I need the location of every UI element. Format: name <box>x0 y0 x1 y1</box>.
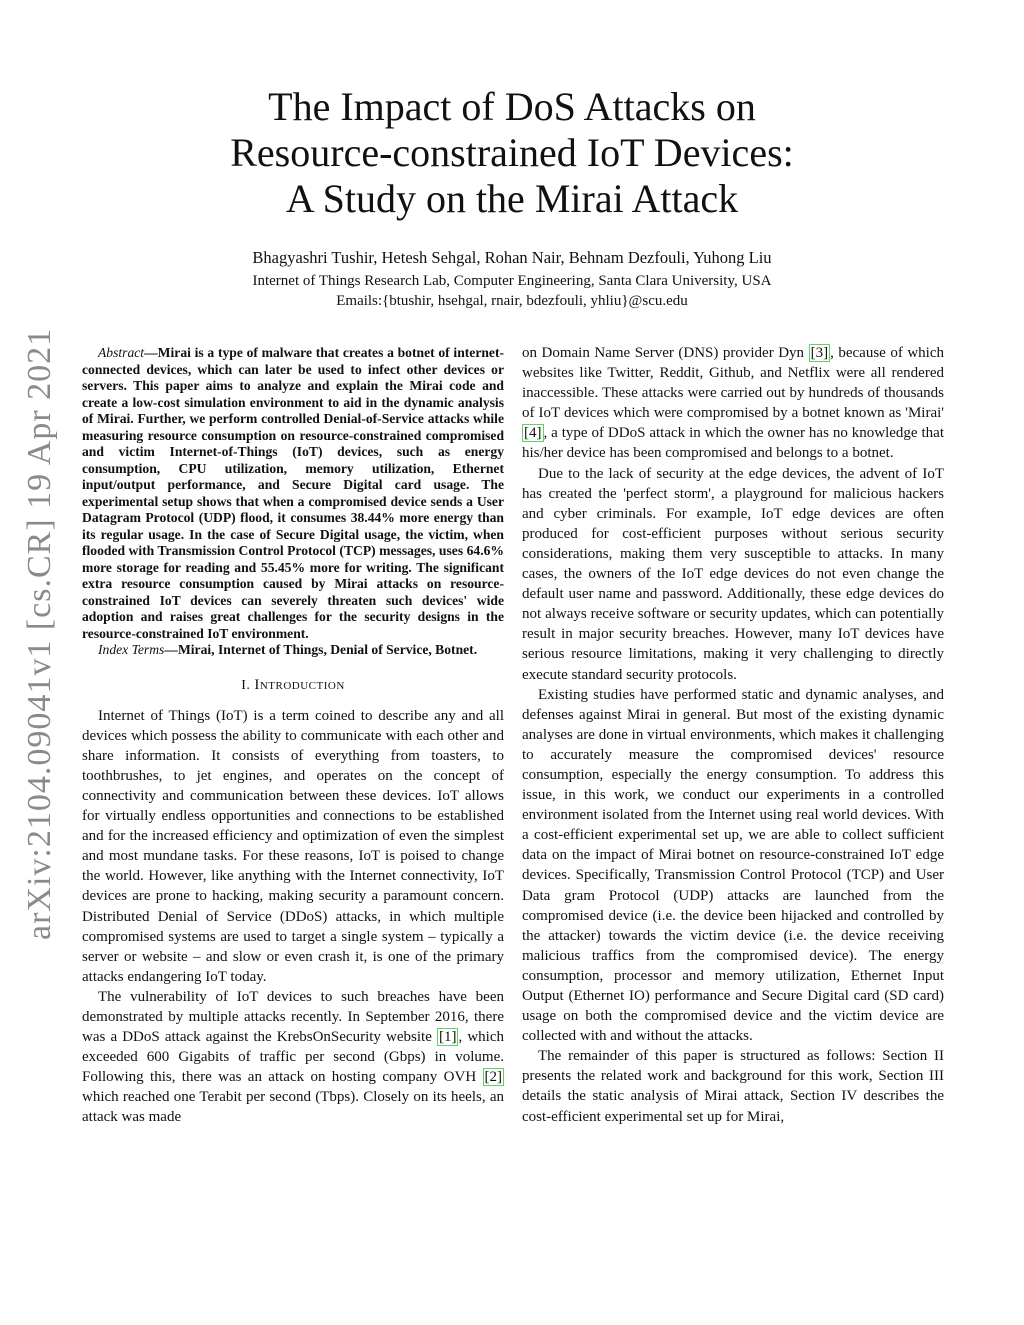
paragraph: Existing studies have performed static and dynamic analyses, and defenses against Mirai in general. But most of the existing dynamic analyses are done in virtual environments, which makes it challenging to accurately measure the compromised devices' resource consumption, especially the energy consumption. To address this issue, in this work, we conduct our experiments in a controlled environment isolated from the Internet using real world devices. With a cost-efficient experimental set up, we are able to collect sufficient data on the impact of Mirai botnet on resource-constrained IoT edge devices. Specifically, Transmission Control Protocol (TCP) and User Data gram Protocol (UDP) attacks are launched from the compromised device (i.e. the device been hijacked and controlled by the attacker) towards the victim device (i.e. the device receiving malicious traffics from the compromised device). The energy consumption, processor and memory utilization, Ethernet Input Output (Ethernet IO) performance and Secure Digital card (SD card) usage on both the compromised device and the victim device are collected with and without the attacks. <box>522 686 944 1045</box>
index-terms <box>82 642 504 659</box>
paragraph-text: , which exceeded 600 Gigabits of traffic per second (Gbps) in volume. Following this, there was an attack on hosting company OVH <box>82 1029 504 1086</box>
paragraph-text: on Domain Name Server (DNS) provider Dyn <box>522 345 809 361</box>
abstract-text: —Mirai is a type of malware that creates a botnet of internet-connected devices, which can later be used to infect other devices or servers. This paper aims to analyze and explain the Mirai code and create a low-cost simulation environment to aid in the dynamic analysis of Mirai. Further, we perform controlled Denial-of-Service attacks while measuring resource consumption on resource-constrained compromised and victim Internet-of-Things (IoT) devices, such as energy consumption, CPU utilization, memory utilization, Ethernet input/output performance, and Secure Digital card usage. The experimental setup shows that when a compromised device sends a User Datagram Protocol (UDP) flood, it consumes 38.44% more energy than its regular usage. In the case of Secure Digital usage, the victim, when flooded with Transmission Control Protocol (TCP) messages, uses 64.6% more storage for reading and 55.45% more for writing. The significant extra resource consumption caused by Mirai attacks on resource-constrained IoT devices can severely threaten such devices' wide adoption and raises great challenges for the security designs in the resource-constrained IoT environment. <box>82 345 504 641</box>
left-column <box>82 345 504 1128</box>
abstract-label: Abstract <box>98 345 145 360</box>
email-list: Emails:{btushir, hsehgal, rnair, bdezfouli, yhliu}@scu.edu <box>336 293 688 309</box>
right-column <box>522 343 944 1127</box>
paragraph-text: The vulnerability of IoT devices to such breaches have been demonstrated by multiple attacks recently. In September 2016, there was a DDoS attack against the KrebsOnSecurity website <box>82 988 504 1046</box>
paragraph: Internet of Things (IoT) is a term coined to describe any and all devices which possess the ability to communicate with each other and share information. It consists of everything from toasters, to toothbrushes, to jet engines, and operates on the concept of connectivity and communication between these devices. IoT allows for virtually endless opportunities and connections to be established and for the increased efficiency and optimization of even the simplest and most mundane tasks. For these reasons, IoT is poised to change the world. However, like anything with the Internet connectivity, IoT devices are prone to hacking, making security a paramount concern. Distributed Denial of Service (DDoS) attacks, in which multiple compromised systems are used to target a single system – typically a server or website – and slow or even crash it, is one of the primary attacks endangering IoT today. <box>82 707 504 985</box>
citation-link[interactable]: [1] <box>438 1029 457 1046</box>
paper-title <box>150 84 874 222</box>
section-number: I. <box>241 677 255 693</box>
paragraph: The remainder of this paper is structured as follows: Section II presents the related work and background for this work, Section III details the static analysis of Mirai attack, Section IV describes the cost-efficient experimental set up for Mirai, <box>522 1048 944 1125</box>
citation-link[interactable]: [4] <box>524 425 542 442</box>
index-terms-label: Index Terms <box>98 642 165 657</box>
index-terms-text: —Mirai, Internet of Things, Denial of Service, Botnet. <box>164 642 478 657</box>
affiliation: Internet of Things Research Lab, Computer Engineering, Santa Clara University, USA <box>252 273 772 289</box>
citation-link[interactable]: [2] <box>484 1069 502 1086</box>
abstract <box>82 345 504 642</box>
citation-link[interactable]: [3] <box>810 345 829 361</box>
title-line-1: The Impact of DoS Attacks on <box>268 84 756 129</box>
paragraph <box>82 987 504 1128</box>
paragraph-text: which reached one Terabit per second (Tbps). Closely on its heels, an attack was made <box>82 1089 504 1126</box>
paragraph-text: , a type of DDoS attack in which the owner has no knowledge that his/her device has been compromised and belongs to a botnet. <box>522 425 944 462</box>
paragraph: Due to the lack of security at the edge devices, the advent of IoT has created the 'perfect storm', a playground for malicious hackers and cyber criminals. For example, IoT edge devices are often produced for cost-efficient purposes without serious security considerations, making them very susceptible to attacks. In many cases, the owners of the IoT edge devices do not even change the default user name and password. Additionally, these edge devices do not always receive software or security updates, which can potentially result in major security breaches. However, many IoT devices have serious resource limitations, making it very challenging to directly execute standard security protocols. <box>522 465 944 683</box>
paragraph <box>522 343 944 464</box>
title-line-3: A Study on the Mirai Attack <box>285 176 739 221</box>
author-list: Bhagyashri Tushir, Hetesh Sehgal, Rohan Nair, Behnam Dezfouli, Yuhong Liu <box>252 248 772 267</box>
section-title: Introduction <box>254 676 345 693</box>
section-heading-introduction <box>82 675 504 696</box>
paragraph-text: , because of which websites like Twitter, Reddit, Github, and Netflix were all rendered inaccessible. These attacks were carried out by hundreds of thousands of IoT devices which were compromised by a botnet known as 'Mirai' <box>522 345 945 422</box>
arxiv-identifier: arXiv:2104.09041v1 [cs.CR] 19 Apr 2021 <box>21 327 58 940</box>
title-line-2: Resource-constrained IoT Devices: <box>230 130 794 175</box>
